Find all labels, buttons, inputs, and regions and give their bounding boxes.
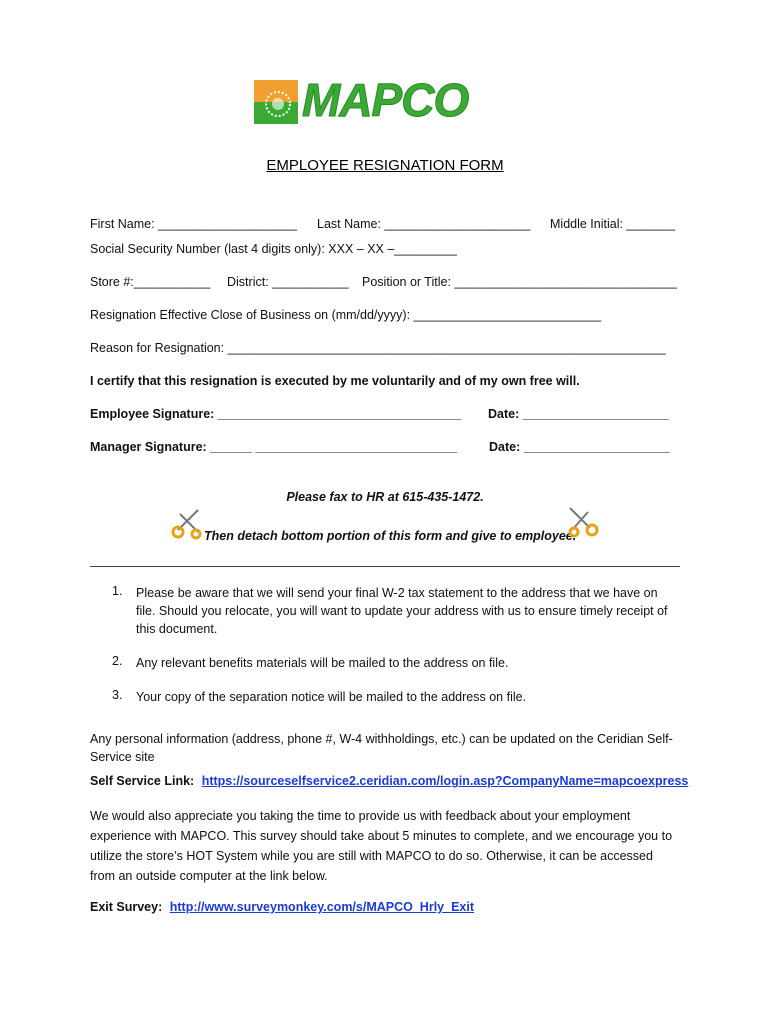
reason-field[interactable]: Reason for Resignation: _______________________________________________________________ bbox=[90, 341, 666, 355]
detach-instruction: Then detach bottom portion of this form and give to employee. bbox=[204, 529, 577, 543]
mapco-logo bbox=[254, 74, 516, 126]
self-service-label: Self Service Link: bbox=[90, 774, 195, 788]
ssn-field[interactable]: Social Security Number (last 4 digits only): XXX – XX –_________ bbox=[90, 242, 457, 256]
middle-initial-field[interactable]: Middle Initial: _______ bbox=[550, 217, 676, 231]
list-item-number: 3. bbox=[112, 688, 123, 702]
exit-survey-row bbox=[90, 900, 474, 914]
self-service-link[interactable]: https://sourceselfservice2.ceridian.com/login.asp?CompanyName=mapcoexpress bbox=[201, 774, 689, 788]
employee-signature-field[interactable]: Employee Signature: ___________________________________ bbox=[90, 407, 462, 421]
fax-instruction: Please fax to HR at 615-435-1472. bbox=[286, 490, 484, 504]
list-item: Any relevant benefits materials will be mailed to the address on file. bbox=[136, 656, 509, 670]
feedback-paragraph: We would also appreciate you taking the time to provide us with feedback about your employment experience with MAPCO. This survey should take about 5 minutes to complete, and we encourage you to utilize the store’s HOT System while you are still with MAPCO to do so. Otherwise, it can be accessed from an outside computer at the link below. bbox=[90, 809, 673, 883]
list-item-number: 2. bbox=[112, 654, 123, 668]
logo-wordmark: MAPCO bbox=[302, 74, 469, 126]
list-item-number: 1. bbox=[112, 584, 123, 598]
scissors-right-icon bbox=[566, 504, 600, 538]
self-service-row bbox=[90, 774, 688, 788]
position-field[interactable]: Position or Title: ________________________________ bbox=[362, 275, 677, 289]
logo-emblem-icon bbox=[254, 80, 298, 124]
detach-line bbox=[90, 566, 680, 567]
first-name-field[interactable]: First Name: ____________________ bbox=[90, 217, 298, 231]
effective-date-field[interactable]: Resignation Effective Close of Business on (mm/dd/yyyy): ___________________________ bbox=[90, 308, 602, 322]
manager-signature-field[interactable]: Manager Signature: ______ _____________________________ bbox=[90, 440, 457, 454]
list-item: Your copy of the separation notice will be mailed to the address on file. bbox=[136, 690, 527, 704]
exit-survey-link[interactable]: http://www.surveymonkey.com/s/MAPCO_Hrly_Exit bbox=[169, 900, 474, 914]
form-title: EMPLOYEE RESIGNATION FORM bbox=[266, 157, 504, 174]
store-field[interactable]: Store #:___________ bbox=[90, 275, 211, 289]
district-field[interactable]: District: ___________ bbox=[227, 275, 349, 289]
scissors-left-icon bbox=[170, 506, 204, 540]
certify-statement: I certify that this resignation is executed by me voluntarily and of my own free will. bbox=[90, 374, 580, 388]
last-name-field[interactable]: Last Name: _____________________ bbox=[317, 217, 531, 231]
exit-survey-label: Exit Survey: bbox=[90, 900, 163, 914]
employee-date-field[interactable]: Date: _____________________ bbox=[488, 407, 669, 421]
list-item: Please be aware that we will send your final W-2 tax statement to the address that we have on file. Should you relocate, you will want to update your address with us to ensure timely receipt of this document. bbox=[136, 586, 668, 636]
personal-info-note: Any personal information (address, phone #, W-4 withholdings, etc.) can be updated on the Ceridian Self-Service site bbox=[90, 732, 673, 764]
manager-date-field[interactable]: Date: _____________________ bbox=[489, 440, 670, 454]
